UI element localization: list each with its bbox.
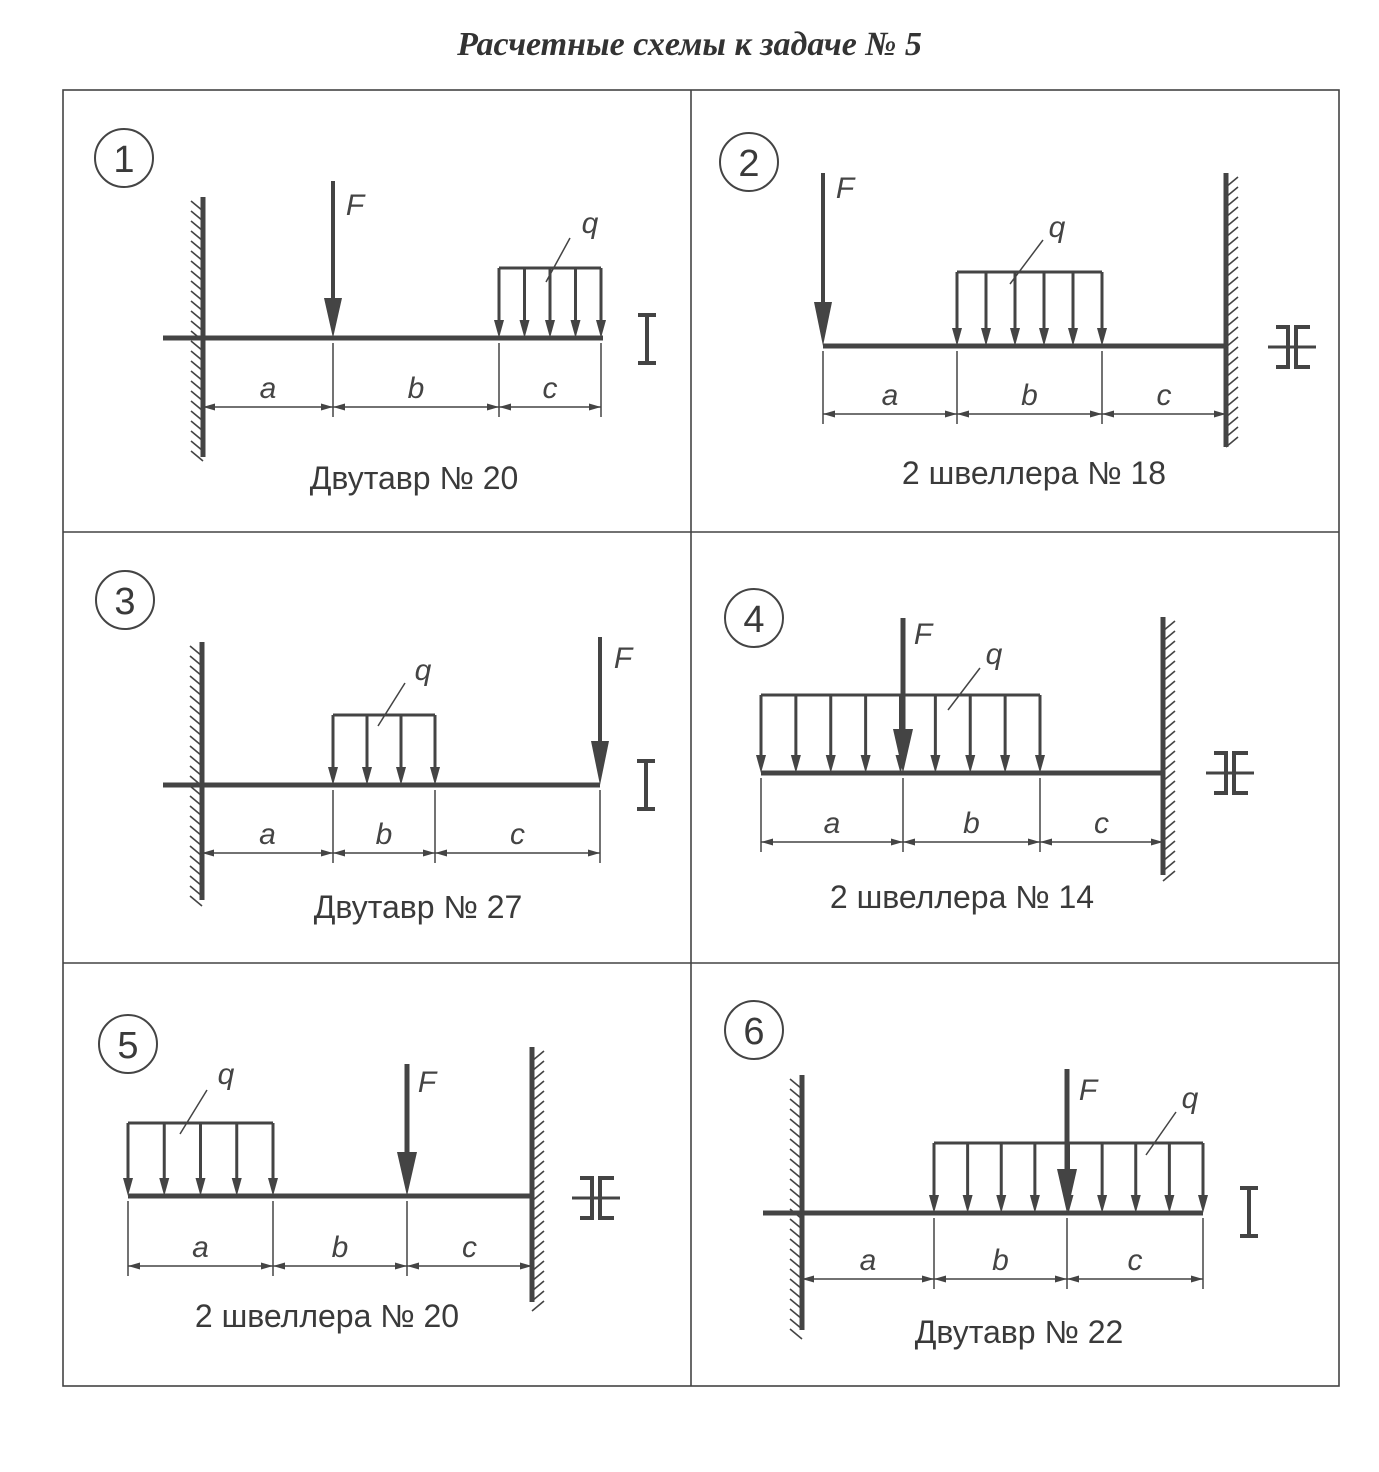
dimension-arrow xyxy=(321,404,333,411)
profile-caption: 2 швеллера № 18 xyxy=(901,455,1167,491)
dimension-label-c: c xyxy=(510,818,525,851)
load-label: q xyxy=(1181,1082,1199,1115)
dimension-arrow xyxy=(333,404,345,411)
profile-caption: Двутавр № 20 xyxy=(309,460,519,496)
dimension-label-a: a xyxy=(192,1231,209,1264)
load-leader xyxy=(1010,240,1043,284)
dimension-arrow xyxy=(499,404,511,411)
dimension-lines xyxy=(128,1201,532,1276)
profile-caption: Двутавр № 27 xyxy=(313,889,523,925)
dimension-arrow xyxy=(588,850,600,857)
i-beam-icon xyxy=(637,761,655,809)
force-label: F xyxy=(835,172,855,205)
dimension-lines xyxy=(202,790,600,863)
load-leader xyxy=(1146,1112,1176,1155)
dimension-label-b: b xyxy=(992,1244,1009,1277)
dimension-arrow xyxy=(891,839,903,846)
dimension-arrow xyxy=(1090,411,1102,418)
i-beam-icon xyxy=(1240,1188,1258,1236)
force-label: F xyxy=(417,1066,437,1099)
load-leader xyxy=(180,1090,207,1134)
scheme-number xyxy=(99,1015,157,1073)
dimension-lines xyxy=(203,343,601,417)
dimension-arrow xyxy=(395,1263,407,1270)
dimension-label-b: b xyxy=(1021,379,1038,412)
dimension-arrow xyxy=(957,411,969,418)
dimension-arrow xyxy=(423,850,435,857)
dimension-arrow xyxy=(1040,839,1052,846)
load-label: q xyxy=(581,207,599,240)
dimension-arrow xyxy=(1191,1276,1203,1283)
scheme-number-text: 2 xyxy=(738,143,760,185)
scheme-number-text: 1 xyxy=(113,139,135,181)
force-label: F xyxy=(613,642,633,675)
dimension-label-b: b xyxy=(407,372,425,405)
dimension-label-c: c xyxy=(1127,1244,1143,1277)
scheme-number xyxy=(95,129,153,187)
force-arrow-f xyxy=(397,1064,438,1196)
load-label: q xyxy=(985,638,1003,671)
dimension-arrow xyxy=(1055,1276,1067,1283)
force-label: F xyxy=(913,618,933,651)
fixed-support-icon xyxy=(1163,617,1175,881)
force-arrow-f xyxy=(814,172,856,346)
scheme-number xyxy=(725,1001,783,1059)
scheme-number xyxy=(725,589,783,647)
dimension-label-c: c xyxy=(462,1231,477,1264)
dimension-label-c: c xyxy=(1156,379,1172,412)
fixed-support-icon xyxy=(1226,173,1238,447)
dimension-lines xyxy=(761,778,1163,852)
profile-caption: 2 швеллера № 20 xyxy=(194,1298,460,1334)
dimension-label-b: b xyxy=(963,807,980,840)
fixed-support-icon xyxy=(532,1047,544,1311)
dimension-arrow xyxy=(487,404,499,411)
scheme-number xyxy=(720,133,778,191)
distributed-load-q xyxy=(494,207,606,338)
scheme-number-text: 3 xyxy=(114,581,136,623)
dimension-arrow xyxy=(321,850,333,857)
fixed-support-icon xyxy=(191,197,203,461)
load-label: q xyxy=(217,1058,235,1091)
schemes-table xyxy=(63,90,1339,1386)
force-arrow-f xyxy=(1057,1069,1099,1213)
scheme-3 xyxy=(96,571,655,925)
dimension-label-b: b xyxy=(331,1231,349,1264)
scheme-number-text: 5 xyxy=(117,1025,139,1067)
load-label: q xyxy=(1048,211,1066,244)
load-leader xyxy=(546,238,570,282)
scheme-number-text: 4 xyxy=(743,599,765,641)
fixed-support-icon xyxy=(790,1075,802,1339)
distributed-load-q xyxy=(952,211,1107,346)
dimension-arrow xyxy=(945,411,957,418)
dimension-arrow xyxy=(922,1276,934,1283)
scheme-number xyxy=(96,571,154,629)
force-arrow-f xyxy=(324,181,366,338)
profile-caption: 2 швеллера № 14 xyxy=(829,879,1095,915)
dimension-arrow xyxy=(1102,411,1114,418)
table-border xyxy=(63,90,1339,1386)
scheme-2 xyxy=(720,133,1316,491)
distributed-load-q xyxy=(123,1058,278,1196)
dimension-label-a: a xyxy=(259,818,276,851)
dimension-label-a: a xyxy=(859,1244,877,1277)
double-channel-icon xyxy=(1268,327,1316,367)
dimension-lines xyxy=(802,1218,1203,1289)
dimension-arrow xyxy=(273,1263,285,1270)
dimension-label-a: a xyxy=(823,807,841,840)
fixed-support-icon xyxy=(190,642,202,906)
distributed-load-q xyxy=(328,654,440,785)
dimension-arrow xyxy=(333,850,345,857)
load-label: q xyxy=(414,654,432,687)
force-label: F xyxy=(1078,1074,1098,1107)
dimension-arrow xyxy=(407,1263,419,1270)
dimension-label-c: c xyxy=(542,372,558,405)
force-arrow-f xyxy=(591,637,634,785)
load-leader xyxy=(948,668,980,710)
dimension-arrow xyxy=(903,839,915,846)
dimension-arrow xyxy=(823,411,835,418)
dimension-arrow xyxy=(261,1263,273,1270)
page-title: Расчетные схемы к задаче № 5 xyxy=(457,26,922,63)
scheme-1 xyxy=(95,129,656,496)
scheme-4 xyxy=(725,589,1254,915)
scheme-6 xyxy=(725,1001,1258,1350)
dimension-arrow xyxy=(435,850,447,857)
i-beam-icon xyxy=(638,315,656,363)
dimension-label-a: a xyxy=(259,372,277,405)
dimension-arrow xyxy=(128,1263,140,1270)
dimension-arrow xyxy=(761,839,773,846)
dimension-arrow xyxy=(1067,1276,1079,1283)
dimension-label-a: a xyxy=(881,379,899,412)
profile-caption: Двутавр № 22 xyxy=(914,1314,1124,1350)
dimension-lines xyxy=(823,351,1226,424)
dimension-label-c: c xyxy=(1094,807,1109,840)
dimension-arrow xyxy=(589,404,601,411)
dimension-label-b: b xyxy=(375,818,393,851)
double-channel-icon xyxy=(1206,753,1254,793)
force-label: F xyxy=(345,189,365,222)
double-channel-icon xyxy=(572,1178,620,1218)
dimension-arrow xyxy=(1028,839,1040,846)
dimension-arrow xyxy=(934,1276,946,1283)
scheme-5 xyxy=(99,1015,620,1334)
scheme-number-text: 6 xyxy=(743,1011,765,1053)
